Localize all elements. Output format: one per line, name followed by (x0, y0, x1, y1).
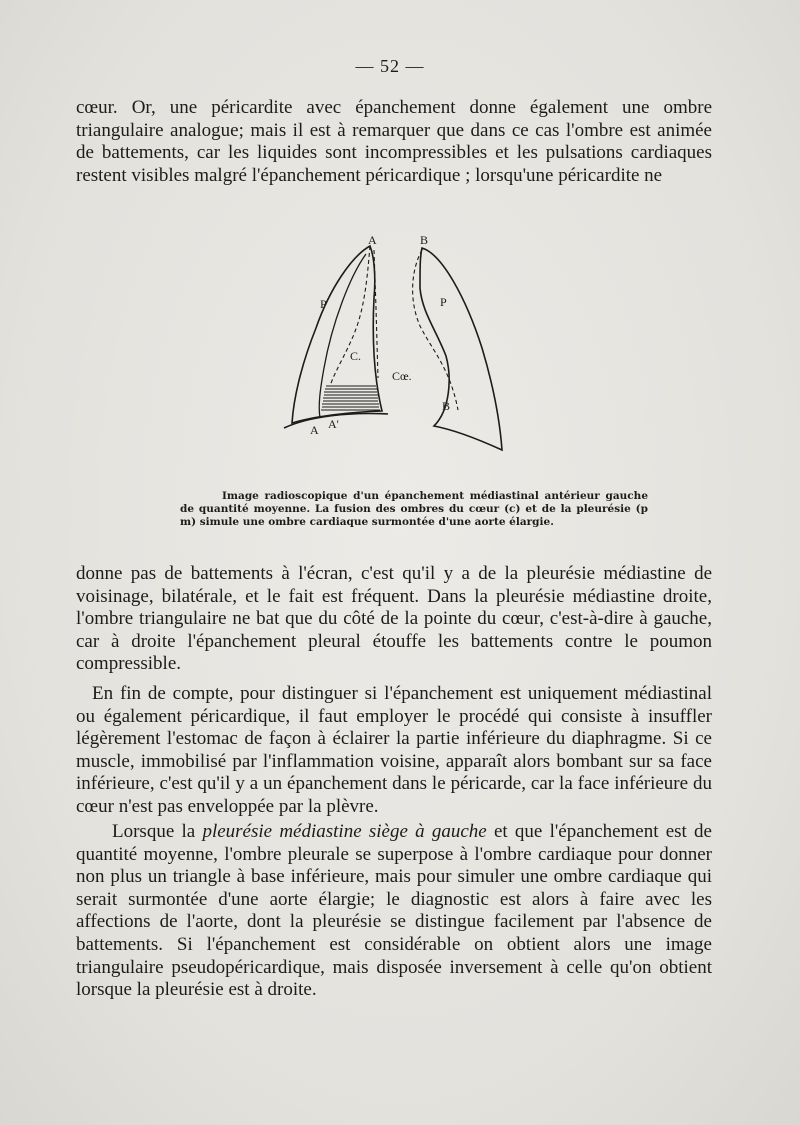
page-number: — 52 — (355, 56, 425, 76)
label-b-bottom: B (442, 399, 451, 413)
left-inner-curve (319, 254, 366, 418)
paragraph-3 (76, 683, 712, 819)
lung-diagram (270, 228, 530, 468)
paragraph-2: donne pas de battements à l'écran, c'est qu'il y a de la pleurésie médiastine de voisinage, bilatérale, et le fait est fréquent. Dans la pleurésie médiastine droite, l'ombre triangulaire ne bat que du côté de la pointe du cœur, c'est-à-dire à gauche, car à droite l'épanchement pleural étouffe les battements contre le poumon compressible. (76, 563, 712, 675)
paragraph-4 (76, 821, 712, 1002)
label-a-bottom: A (310, 423, 319, 437)
radioscopic-figure (270, 228, 530, 468)
paragraph-4-lead: Lorsque la (112, 821, 203, 842)
label-c: C. (350, 349, 362, 363)
figure-caption-text: Image radioscopique d'un épanchement médiastinal antérieur gauche de quantité moyenne. La fusion des ombres du cœur (c) et de la pleurésie (p m) simule une ombre cardiaque surmontée d'une aorte élargie. (180, 490, 648, 528)
label-p-left: P (320, 297, 327, 311)
paragraph-1: cœur. Or, une péricardite avec épanchement donne également une ombre triangulaire analogue; mais il est à remarquer que dans ce cas l'ombre est animée de battements, car les liquides sont incompressibles et les pulsations cardiaques restent visibles malgré l'épanchement péricardique ; lorsqu'une péricardite ne (76, 97, 712, 186)
left-dashed-pleura (330, 246, 370, 386)
label-a-prime: A' (328, 417, 339, 431)
right-lung-outline (420, 248, 502, 450)
figure-caption (180, 490, 648, 529)
label-p-right: P (440, 295, 447, 309)
label-b-top: B (420, 233, 429, 247)
label-a-top: A (368, 233, 377, 247)
paragraph-3-text: En fin de compte, pour distinguer si l'épanchement est uniquement médiastinal ou également péricardique, il faut employer le procédé qui consiste à insuffler légèrement l'estomac de façon à éclairer la partie inférieure du diaphragme. Si ce muscle, immobilisé par l'inflammation voisine, apparaît alors bombant sur sa face inférieure, c'est qu'il y a un épanchement dans le péricarde, car la face inférieure du cœur n'est pas enveloppée par la plèvre. (76, 683, 712, 817)
left-lung-outline (292, 246, 382, 423)
paragraph-4-rest: et que l'épanchement est de quantité moyenne, l'ombre pleurale se superpose à l'ombre cardiaque pour donner non plus un triangle à base inférieure, mais pour simuler une ombre cardiaque qui serait surmontée d'une aorte élargie; le diagnostic est alors à faire avec les affections de l'aorte, dont la pleurésie se distingue facilement par l'absence de battements. Si l'épanchement est considérable on obtient alors une image triangulaire pseudopéricardique, mais disposée inversement à celle qu'on obtient lorsque la pleurésie est à droite. (76, 821, 712, 1001)
paragraph-4-italic: pleurésie médiastine siège à gauche (202, 821, 487, 842)
hatched-effusion (321, 386, 380, 410)
label-coeur: Cœ. (392, 369, 412, 383)
